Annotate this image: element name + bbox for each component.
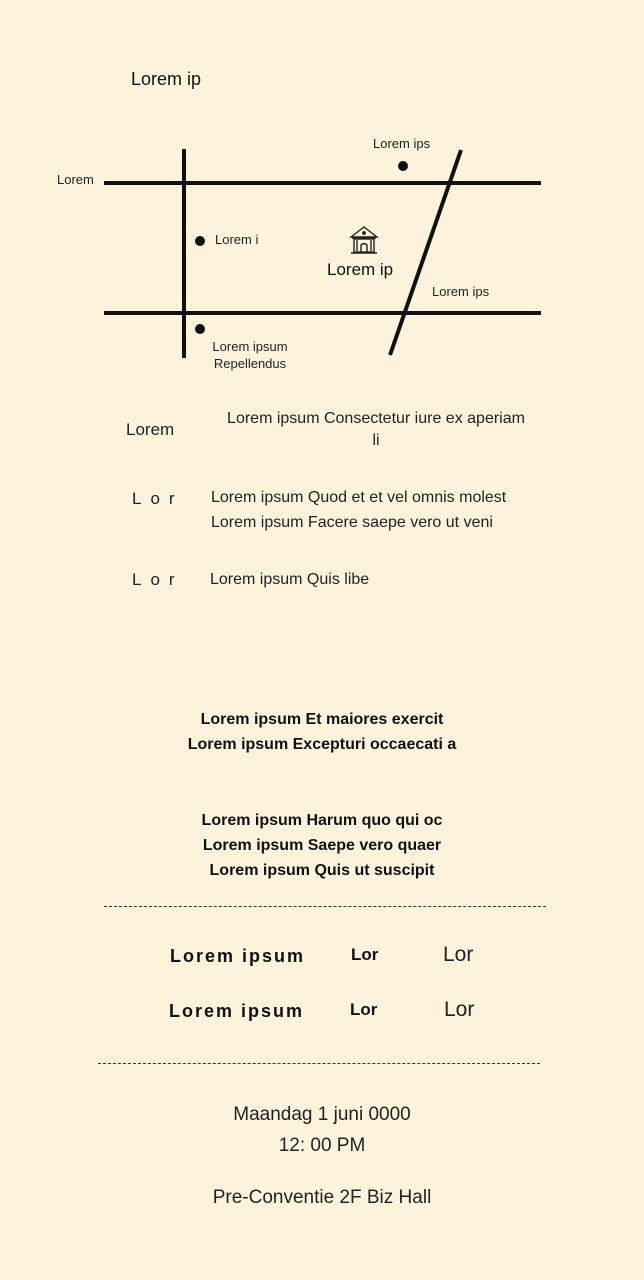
note-2-line-3: Lorem ipsum Quis ut suscipit bbox=[209, 862, 435, 879]
info-row-3-label: Lor bbox=[132, 570, 184, 589]
event-time: 12: 00 PM bbox=[278, 1135, 366, 1156]
top-right-point-label: Lorem ips bbox=[373, 136, 431, 151]
bottom-point-label-2: Repellendus bbox=[213, 356, 287, 371]
event-date: Maandag 1 juni 0000 bbox=[233, 1104, 411, 1125]
info-row-3-line-1: Lorem ipsum Quis libe bbox=[210, 571, 370, 588]
road-left-label: Lorem bbox=[57, 172, 94, 187]
note-1-line-2: Lorem ipsum Excepturi occaecati a bbox=[187, 736, 457, 753]
table-row-1-name: Lorem ipsum bbox=[170, 946, 306, 966]
table-row-1-col2: Lor bbox=[351, 945, 379, 964]
left-point-label: Lorem i bbox=[215, 232, 259, 247]
table-row-1-col3: Lor bbox=[443, 943, 474, 966]
table-row-2-col2: Lor bbox=[350, 1000, 378, 1019]
info-row-2-label: Lor bbox=[132, 489, 184, 508]
info-row-1-line-1: Lorem ipsum Consectetur iure ex aperiam bbox=[227, 410, 525, 427]
note-1-line-1: Lorem ipsum Et maiores exercit bbox=[200, 711, 444, 728]
event-venue: Pre-Conventie 2F Biz Hall bbox=[212, 1187, 432, 1208]
road-diagonal bbox=[390, 150, 461, 355]
map-point-left bbox=[195, 236, 205, 246]
info-row-2-line-1: Lorem ipsum Quod et et vel omnis molest bbox=[211, 489, 507, 506]
info-row-1-label: Lorem bbox=[126, 420, 175, 439]
note-2-line-1: Lorem ipsum Harum quo qui oc bbox=[201, 812, 443, 829]
table-row-2-col3: Lor bbox=[444, 998, 475, 1021]
divider-bottom bbox=[98, 1063, 540, 1064]
info-row-1-line-2: li bbox=[372, 432, 380, 449]
bottom-point-label-1: Lorem ipsum bbox=[212, 339, 288, 354]
map-title: Lorem ip bbox=[131, 69, 202, 89]
map-point-bottom bbox=[195, 324, 205, 334]
route-map bbox=[0, 0, 644, 400]
table-row-2-name: Lorem ipsum bbox=[169, 1001, 305, 1021]
venue-house-icon bbox=[351, 227, 377, 253]
right-road-label: Lorem ips bbox=[432, 284, 490, 299]
divider-top bbox=[104, 906, 546, 907]
note-2-line-2: Lorem ipsum Saepe vero quaer bbox=[202, 837, 442, 854]
venue-label: Lorem ip bbox=[327, 260, 394, 279]
info-row-2-line-2: Lorem ipsum Facere saepe vero ut veni bbox=[211, 514, 493, 531]
map-point-top-right bbox=[398, 161, 408, 171]
